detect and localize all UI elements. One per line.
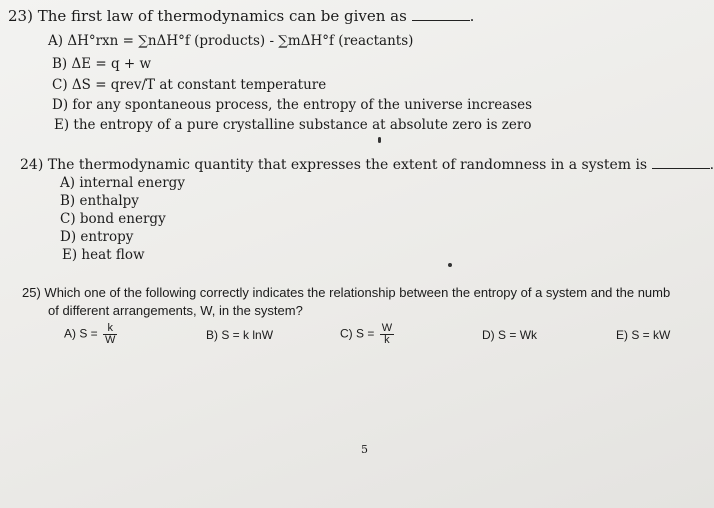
option-e <box>616 328 670 342</box>
option-b <box>206 328 273 342</box>
option-a <box>60 175 185 191</box>
option-text: heat flow <box>81 247 145 263</box>
option-c <box>340 323 394 346</box>
question-25-stem-line2: of different arrangements, W, in the system? <box>48 303 303 318</box>
numerator: k <box>103 323 117 335</box>
option-d <box>52 97 532 113</box>
option-text: enthalpy <box>79 193 139 209</box>
option-text: S = kW <box>631 328 671 342</box>
option-letter: A) <box>60 175 76 191</box>
option-a <box>48 33 413 49</box>
numerator: W <box>381 322 393 334</box>
option-text: for any spontaneous process, the entropy of the universe increases <box>72 97 533 113</box>
option-text: the entropy of a pure crystalline substance at absolute zero is zero <box>73 117 532 133</box>
option-text: ΔE = q + w <box>71 56 152 72</box>
option-a <box>64 323 117 346</box>
option-c <box>60 211 166 227</box>
option-e <box>54 117 532 133</box>
option-e <box>62 247 145 263</box>
denominator: W <box>105 334 116 346</box>
fraction <box>103 323 117 346</box>
question-number: 25) <box>22 285 41 300</box>
denominator: k <box>384 334 390 346</box>
option-c <box>52 77 326 93</box>
option-d <box>60 229 133 245</box>
answer-blank <box>412 8 470 21</box>
option-letter: B) <box>52 56 68 72</box>
option-letter: D) <box>52 97 69 113</box>
option-letter: B) <box>60 193 76 209</box>
option-text: ΔH°rxn = ∑nΔH°f (products) - ∑mΔH°f (reactants) <box>67 33 414 49</box>
option-text: entropy <box>80 229 134 245</box>
option-letter: D) <box>482 328 495 342</box>
fraction <box>380 323 394 346</box>
question-text: The first law of thermodynamics can be given as <box>37 7 407 25</box>
option-text: S = k lnW <box>221 328 274 342</box>
question-25-stem-line1 <box>22 285 700 300</box>
option-d <box>482 328 537 342</box>
answer-blank <box>652 156 710 169</box>
option-letter: E) <box>54 117 70 133</box>
question-24-stem: 24) The thermodynamic quantity that expresses the extent of randomness in a system is . <box>20 157 714 173</box>
option-text: bond energy <box>79 211 166 227</box>
option-letter: E) <box>62 247 78 263</box>
question-text: The thermodynamic quantity that expresses the extent of randomness in a system is <box>47 157 648 173</box>
question-text: Which one of the following correctly indicates the relationship between the entropy of a system and the numb <box>44 285 671 300</box>
question-number: 23) <box>8 7 33 25</box>
option-letter: A) <box>64 326 76 341</box>
option-letter: C) <box>52 77 68 93</box>
option-letter: B) <box>206 328 218 342</box>
option-letter: E) <box>616 328 628 342</box>
option-lhs: S = <box>356 326 375 341</box>
question-23-stem: 23) The first law of thermodynamics can be given as . <box>8 7 475 25</box>
option-text: internal energy <box>79 175 185 191</box>
question-number: 24) <box>20 157 44 173</box>
option-letter: A) <box>48 33 64 49</box>
pen-mark <box>378 137 381 143</box>
option-lhs: S = <box>79 326 98 341</box>
option-text: S = Wk <box>498 328 538 342</box>
option-letter: D) <box>60 229 77 245</box>
option-letter: C) <box>340 326 353 341</box>
page-number: 5 <box>361 443 368 456</box>
option-b <box>52 56 151 72</box>
option-text: ΔS = qrev/T at constant temperature <box>71 77 327 93</box>
option-b <box>60 193 139 209</box>
option-letter: C) <box>60 211 76 227</box>
paper-speck <box>448 263 452 267</box>
